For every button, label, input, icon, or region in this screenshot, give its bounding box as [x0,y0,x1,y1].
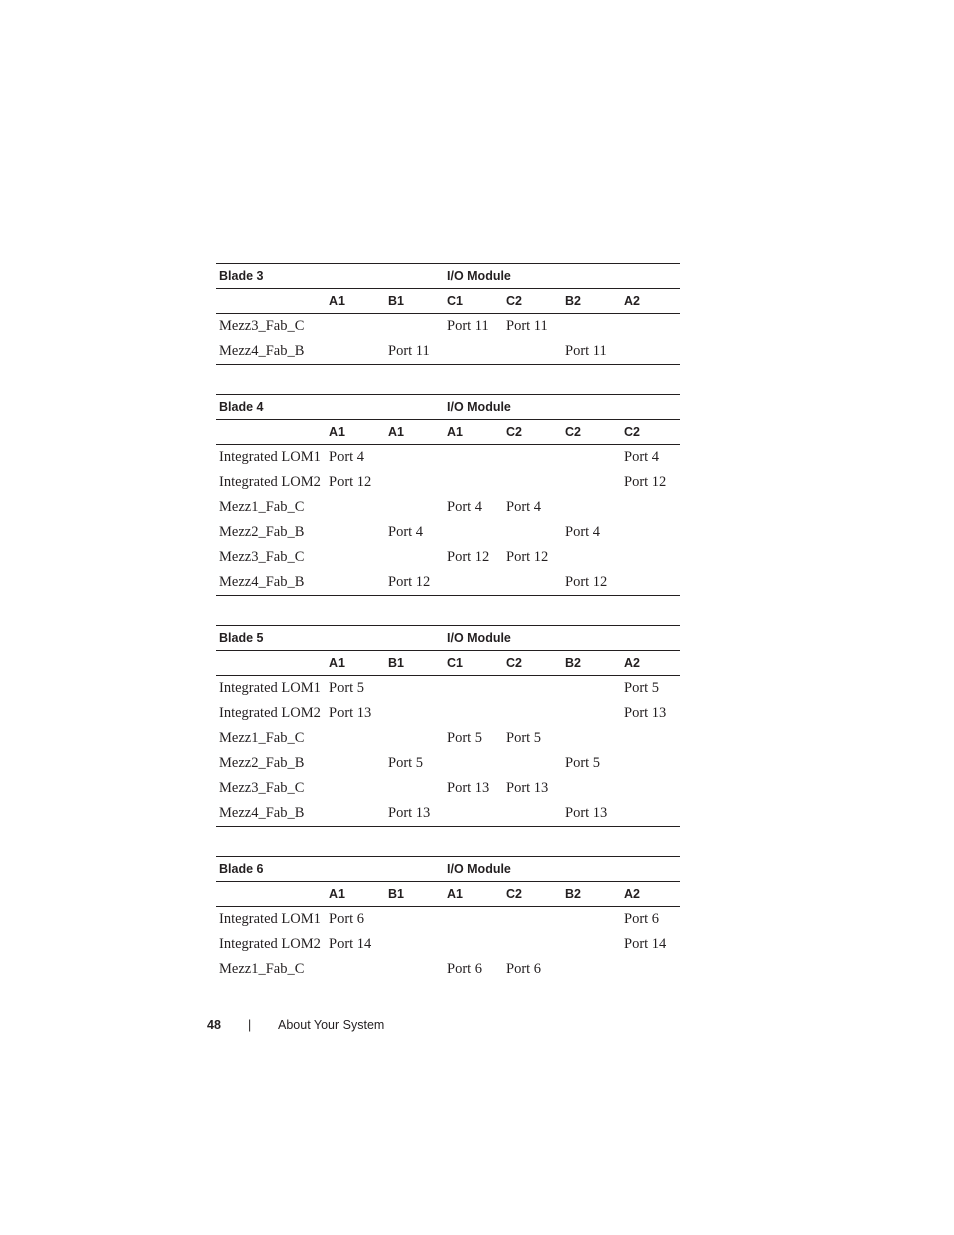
port-cell [621,801,680,827]
port-cell: Port 4 [506,499,542,515]
port-cell: Port 5 [565,755,601,771]
port-cell [503,570,562,596]
blade-3-table [216,263,680,365]
port-cell [562,495,621,520]
column-header: C2 [621,420,680,445]
row-label: Mezz4_Fab_B [216,570,326,596]
port-cell [444,676,503,702]
row-label: Mezz1_Fab_C [219,499,305,515]
column-header: A1 [326,420,385,445]
column-header-empty [216,420,326,445]
column-header: C2 [503,420,562,445]
column-header: C1 [444,289,503,314]
column-header: B1 [385,651,444,676]
column-header: B2 [562,882,621,907]
header-spacer [326,264,444,289]
port-cell [562,470,621,495]
port-cell [562,701,621,726]
port-cell [562,676,621,702]
port-cell [621,776,680,801]
port-cell: Port 12 [329,474,372,490]
column-header: A2 [621,651,680,676]
column-header-empty [216,289,326,314]
port-cell: Port 5 [329,680,365,696]
port-cell [385,957,444,982]
port-cell: Port 4 [329,449,365,465]
column-header: B2 [562,651,621,676]
port-cell [326,776,385,801]
page-number: 48 [207,1018,221,1032]
table-row [216,520,680,545]
port-cell [444,932,503,957]
port-cell: Port 13 [447,780,490,796]
port-cell: Port 6 [329,911,365,927]
port-cell [562,776,621,801]
port-cell: Port 13 [624,705,667,721]
row-label: Mezz3_Fab_C [219,549,305,565]
column-header: A1 [326,289,385,314]
port-cell [621,751,680,776]
port-cell: Port 14 [624,936,667,952]
port-cell [326,801,385,827]
port-cell: Port 4 [565,524,601,540]
table-row [216,570,680,596]
port-cell: Port 6 [447,961,483,977]
port-cell [503,470,562,495]
port-cell: Port 13 [506,780,549,796]
blade-label: Blade 4 [216,395,326,420]
port-cell [326,339,385,365]
column-header: A1 [444,882,503,907]
column-header: A1 [326,651,385,676]
table-row [216,445,680,471]
row-label: Mezz4_Fab_B [216,339,326,365]
column-header: C2 [503,651,562,676]
port-cell [444,570,503,596]
row-label: Integrated LOM2 [219,936,321,952]
port-cell [562,314,621,340]
column-header: C2 [503,882,562,907]
row-label: Mezz2_Fab_B [219,755,305,771]
column-header: A1 [444,420,503,445]
port-cell [562,445,621,471]
blade-label: Blade 5 [216,626,326,651]
column-header: B1 [385,882,444,907]
io-module-label: I/O Module [444,395,680,420]
port-cell: Port 13 [385,801,444,827]
blade-5-table [216,625,680,827]
port-cell [621,314,680,340]
table-row [216,339,680,365]
row-label: Mezz1_Fab_C [219,961,305,977]
port-cell [326,751,385,776]
column-header: C1 [444,651,503,676]
port-cell [444,701,503,726]
table-row [216,726,680,751]
row-label: Integrated LOM1 [219,911,321,927]
port-cell [503,701,562,726]
port-cell: Port 14 [329,936,372,952]
port-cell: Port 4 [388,524,424,540]
port-cell [444,907,503,933]
port-cell [385,495,444,520]
port-cell [326,314,385,340]
port-cell [385,726,444,751]
port-cell [385,932,444,957]
port-cell: Port 13 [562,801,621,827]
port-cell [562,545,621,570]
port-cell: Port 5 [388,755,424,771]
row-label: Mezz4_Fab_B [216,801,326,827]
port-cell: Port 12 [562,570,621,596]
port-cell [326,495,385,520]
section-title: About Your System [278,1018,385,1032]
port-cell [326,726,385,751]
port-cell: Port 11 [506,318,548,334]
port-cell: Port 5 [447,730,483,746]
column-header: A1 [326,882,385,907]
port-cell [562,726,621,751]
column-header: A2 [621,882,680,907]
column-header-empty [216,882,326,907]
io-module-label: I/O Module [444,626,680,651]
table-row [216,751,680,776]
port-cell [385,907,444,933]
column-header: A2 [621,289,680,314]
port-cell: Port 12 [506,549,549,565]
port-cell: Port 13 [329,705,372,721]
table-row [216,470,680,495]
blade-label: Blade 6 [216,857,326,882]
row-label: Mezz2_Fab_B [219,524,305,540]
io-module-label: I/O Module [444,857,680,882]
port-cell [326,570,385,596]
port-cell [444,445,503,471]
blade-4-table [216,394,680,596]
io-module-label: I/O Module [444,264,680,289]
port-cell [503,751,562,776]
port-cell [444,339,503,365]
footer-separator: | [248,1018,252,1032]
port-cell: Port 11 [562,339,621,365]
table-row [216,495,680,520]
port-cell [444,520,503,545]
header-spacer [326,626,444,651]
header-spacer [326,395,444,420]
column-header: B2 [562,289,621,314]
row-label: Integrated LOM1 [219,680,321,696]
port-cell: Port 4 [447,499,483,515]
row-label: Mezz1_Fab_C [219,730,305,746]
port-cell: Port 5 [624,680,660,696]
table-row [216,545,680,570]
port-cell [503,339,562,365]
column-header: A1 [385,420,444,445]
row-label: Integrated LOM2 [219,705,321,721]
port-cell [621,339,680,365]
port-cell [503,907,562,933]
table-row [216,932,680,957]
port-cell [503,676,562,702]
table-row [216,907,680,933]
port-cell [621,520,680,545]
row-label: Mezz3_Fab_C [219,318,305,334]
blade-6-table [216,856,680,982]
column-header: C2 [503,289,562,314]
port-cell: Port 5 [506,730,542,746]
port-cell [326,957,385,982]
port-cell: Port 12 [624,474,667,490]
port-cell [326,545,385,570]
port-cell [503,445,562,471]
port-cell [385,676,444,702]
port-cell [385,314,444,340]
port-cell [444,470,503,495]
port-cell [385,701,444,726]
table-row [216,801,680,827]
port-cell [621,726,680,751]
port-cell [621,545,680,570]
port-cell [562,957,621,982]
port-cell: Port 12 [447,549,490,565]
table-row [216,314,680,340]
port-cell [326,520,385,545]
column-header: C2 [562,420,621,445]
port-cell [621,957,680,982]
port-cell: Port 6 [624,911,660,927]
row-label: Mezz3_Fab_C [219,780,305,796]
port-cell: Port 4 [624,449,660,465]
port-cell [444,801,503,827]
table-row [216,676,680,702]
row-label: Integrated LOM2 [219,474,321,490]
row-label: Integrated LOM1 [219,449,321,465]
port-cell [621,570,680,596]
port-cell: Port 12 [385,570,444,596]
port-cell [385,776,444,801]
table-row [216,776,680,801]
table-row [216,957,680,982]
port-cell: Port 11 [385,339,444,365]
header-spacer [326,857,444,882]
port-cell: Port 6 [506,961,542,977]
column-header: B1 [385,289,444,314]
port-cell [385,445,444,471]
column-header-empty [216,651,326,676]
port-cell [621,495,680,520]
port-cell [503,932,562,957]
port-cell: Port 11 [447,318,489,334]
blade-label: Blade 3 [216,264,326,289]
port-cell [503,520,562,545]
port-cell [444,751,503,776]
port-cell [385,470,444,495]
table-row [216,701,680,726]
port-cell [385,545,444,570]
port-cell [503,801,562,827]
port-cell [562,907,621,933]
port-cell [562,932,621,957]
